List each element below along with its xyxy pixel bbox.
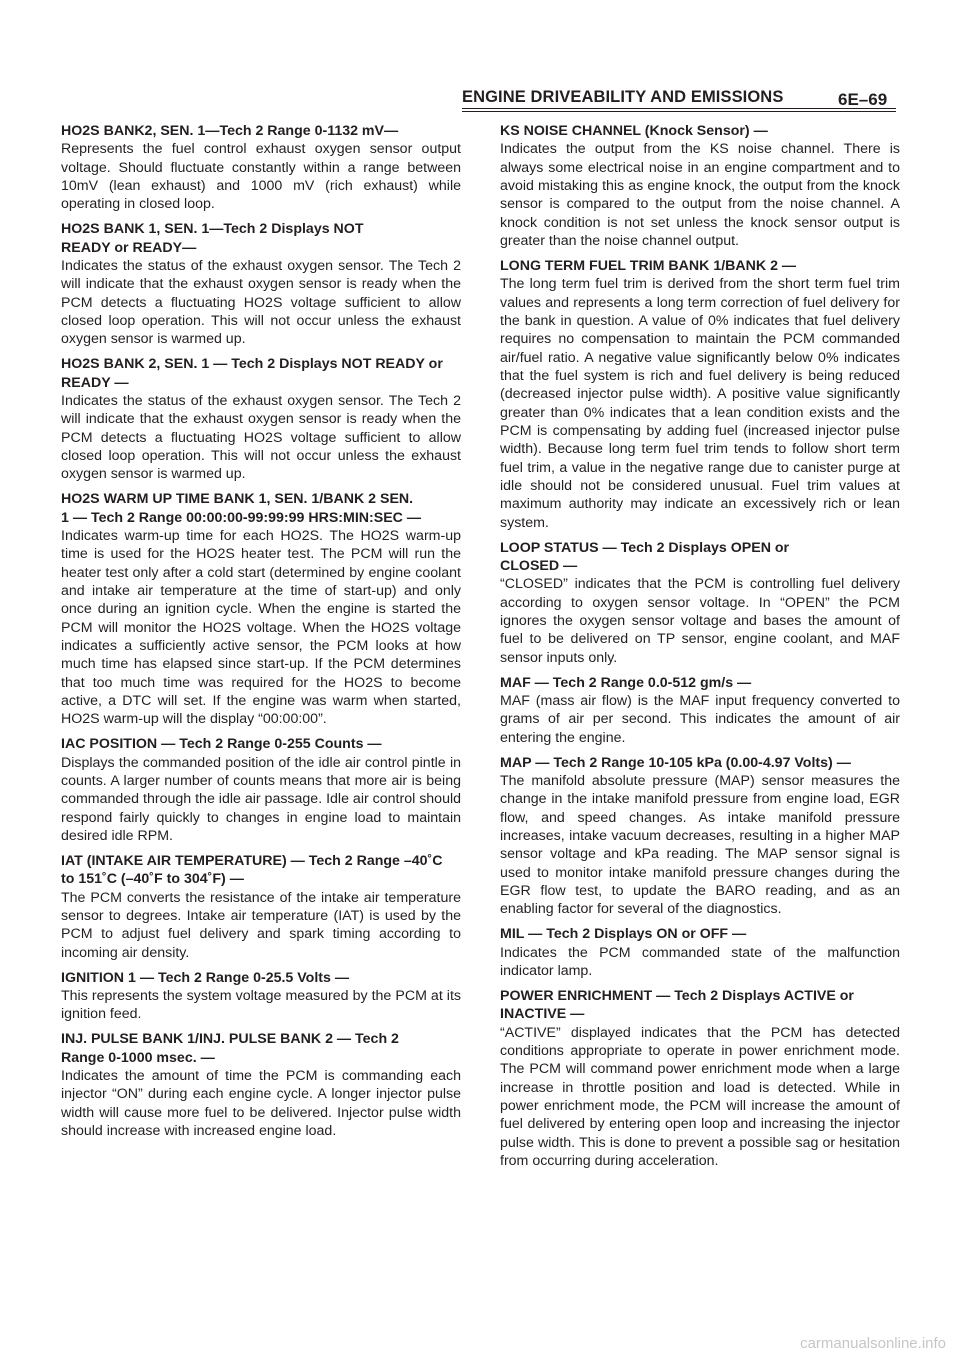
right-column [500, 122, 900, 1177]
entry-heading: MAF — Tech 2 Range 0.0-512 gm/s — [500, 674, 752, 691]
entry-maf [500, 674, 900, 747]
entry-heading: HO2S BANK 1, SEN. 1—Tech 2 Displays NOT READY or READY— [61, 221, 364, 256]
entry-mil [500, 925, 900, 980]
left-column [61, 122, 461, 1147]
page-number: 6E–69 [838, 90, 888, 109]
entry-heading: KS NOISE CHANNEL (Knock Sensor) — [500, 123, 768, 139]
entry-ignition-1 [61, 969, 461, 1024]
entry-body: Represents the fuel control exhaust oxygen sensor output voltage. Should fluctuate constantly within a range between 10mV (lean exhaust) and 1000 mV (rich exhaust) while operating in closed loop. [61, 141, 461, 213]
entry-body: Indicates the status of the exhaust oxygen sensor. The Tech 2 will indicate that the exhaust oxygen sensor is ready when the PCM detects a fluctuating HO2S voltage sufficient to allow closed loop operation. This will not occur unless the exhaust oxygen sensor is warmed up. [61, 258, 461, 348]
entry-body: This represents the system voltage measured by the PCM at its ignition feed. [61, 988, 461, 1023]
entry-loop-status [500, 539, 900, 667]
header-rule-upper [462, 108, 896, 109]
header-rule-lower [462, 111, 896, 112]
entry-body: The PCM converts the resistance of the intake air temperature sensor to degrees. Intake air temperature (IAT) is used by the PCM to adjust fuel delivery and spark timing according to incoming air density. [61, 889, 461, 961]
entry-heading: MAP — Tech 2 Range 10-105 kPa (0.00-4.97 Volts) — [500, 754, 851, 771]
entry-body: Indicates the status of the exhaust oxygen sensor. The Tech 2 will indicate that the exhaust oxygen sensor is ready when the PCM detects a fluctuating HO2S voltage sufficient to allow closed loop operation. This will not occur unless the exhaust oxygen sensor is warmed up. [61, 393, 461, 483]
entry-heading: IAT (INTAKE AIR TEMPERATURE) — Tech 2 Range –40˚C to 151˚C (–40˚F to 304˚F) — [61, 853, 443, 888]
entry-iat [61, 852, 461, 962]
entry-inj-pulse [61, 1030, 461, 1140]
entry-heading: HO2S WARM UP TIME BANK 1, SEN. 1/BANK 2 SEN. 1 — Tech 2 Range 00:00:00-99:99:99 HRS:MIN:SEC — [61, 491, 422, 526]
entry-heading: LONG TERM FUEL TRIM BANK 1/BANK 2 — [500, 258, 797, 274]
entry-map [500, 754, 900, 919]
entry-power-enrichment [500, 987, 900, 1170]
entry-body: Indicates the amount of time the PCM is commanding each injector “ON” during each engine cycle. A longer injector pulse width will cause more fuel to be delivered. Injector pulse width should increase with increased engine load. [61, 1068, 461, 1140]
entry-body: The manifold absolute pressure (MAP) sensor measures the change in the intake manifold pressure from engine load, EGR flow, and speed changes. As intake manifold pressure increases, intake vacuum decreases, resulting in a higher MAP sensor voltage and kPa reading. The MAP sensor signal is used to monitor intake manifold pressure changes during the EGR flow test, to update the BARO reading, and as an enabling factor for several of the diagnostics. [500, 773, 900, 918]
entry-body: Indicates warm-up time for each HO2S. The HO2S warm-up time is used for the HO2S heater test. The PCM will run the heater test only after a cold start (determined by engine coolant and intake air temperature at the time of start-up) and only once during an ignition cycle. When the engine is started the PCM will monitor the HO2S voltage. When the HO2S voltage indicates a sufficiently active sensor, the PCM looks at how much time has elapsed since start-up. If the PCM determines that too much time was required for the HO2S to become active, a DTC will set. If the engine was warm when started, HO2S warm-up will the display “00:00:00”. [61, 528, 461, 728]
entry-heading: LOOP STATUS — Tech 2 Displays OPEN or CLOSED — [500, 539, 790, 575]
section-title: ENGINE DRIVEABILITY AND EMISSIONS [462, 88, 784, 106]
entry-heading: HO2S BANK2, SEN. 1—Tech 2 Range 0-1132 mV— [61, 123, 399, 139]
entry-ho2s-bank2-sen1-status [61, 355, 461, 483]
entry-long-term-fuel-trim [500, 257, 900, 532]
watermark: carmanualsonline.info [800, 1335, 946, 1352]
entry-heading: MIL — Tech 2 Displays ON or OFF — [500, 926, 747, 943]
entry-ho2s-warm-up-time [61, 490, 461, 728]
entry-body: MAF (mass air flow) is the MAF input frequency converted to grams of air per second. This indicates the amount of air entering the engine. [500, 693, 900, 746]
entry-ho2s-bank1-sen1-status [61, 220, 461, 348]
entry-heading: HO2S BANK 2, SEN. 1 — Tech 2 Displays NOT READY or READY — [61, 356, 443, 391]
entry-body: Indicates the PCM commanded state of the malfunction indicator lamp. [500, 944, 900, 980]
entry-body: Displays the commanded position of the idle air control pintle in counts. A larger number of counts means that more air is being commanded through the idle air passage. Idle air control should respond fairly quickly to changes in engine load to maintain desired idle RPM. [61, 754, 461, 845]
entry-heading: INJ. PULSE BANK 1/INJ. PULSE BANK 2 — Tech 2 Range 0-1000 msec. — [61, 1031, 399, 1066]
entry-body: “CLOSED” indicates that the PCM is controlling fuel delivery according to oxygen sensor voltage. In “OPEN” the PCM ignores the oxygen sensor voltage and bases the amount of fuel to be delivered on TP sensor, engine coolant, and MAF sensor inputs only. [500, 576, 900, 666]
entry-iac-position [61, 735, 461, 845]
entry-body: The long term fuel trim is derived from the short term fuel trim values and represents a long term correction of fuel delivery for the bank in question. A value of 0% indicates that fuel delivery requires no compensation to maintain the PCM commanded air/fuel ratio. A negative value significantly below 0% indicates that the fuel system is rich and fuel delivery is being reduced (decreased injector pulse width). A positive value significantly greater than 0% indicates that a lean condition exists and the PCM is compensating by adding fuel (increased injector pulse width). Because long term fuel trim tends to follow short term fuel trim, a value in the negative range due to canister purge at idle should not be considered unusual. Fuel trim values at maximum authority may indicate an excessively rich or lean system. [500, 276, 900, 531]
entry-heading: IAC POSITION — Tech 2 Range 0-255 Counts — [61, 736, 382, 753]
entry-heading: POWER ENRICHMENT — Tech 2 Displays ACTIVE or INACTIVE — [500, 988, 854, 1023]
entry-body: “ACTIVE” displayed indicates that the PCM has detected conditions appropriate to operate in power enrichment mode. The PCM will command power enrichment mode when a large increase in throttle position and load is detected. While in power enrichment mode, the PCM will increase the amount of fuel delivered by entering open loop and increasing the injector pulse width. This is done to prevent a possible sag or hesitation from occurring during acceleration. [500, 1024, 900, 1170]
entry-body: Indicates the output from the KS noise channel. There is always some electrical noise in an engine compartment and to avoid mistaking this as engine knock, the output from the knock sensor is compared to the output from the noise channel. A knock condition is not set unless the knock sensor output is greater than the noise channel output. [500, 141, 900, 250]
entry-heading: IGNITION 1 — Tech 2 Range 0-25.5 Volts — [61, 969, 350, 986]
entry-ks-noise-channel [500, 122, 900, 250]
entry-ho2s-bank2-sen1 [61, 122, 461, 214]
